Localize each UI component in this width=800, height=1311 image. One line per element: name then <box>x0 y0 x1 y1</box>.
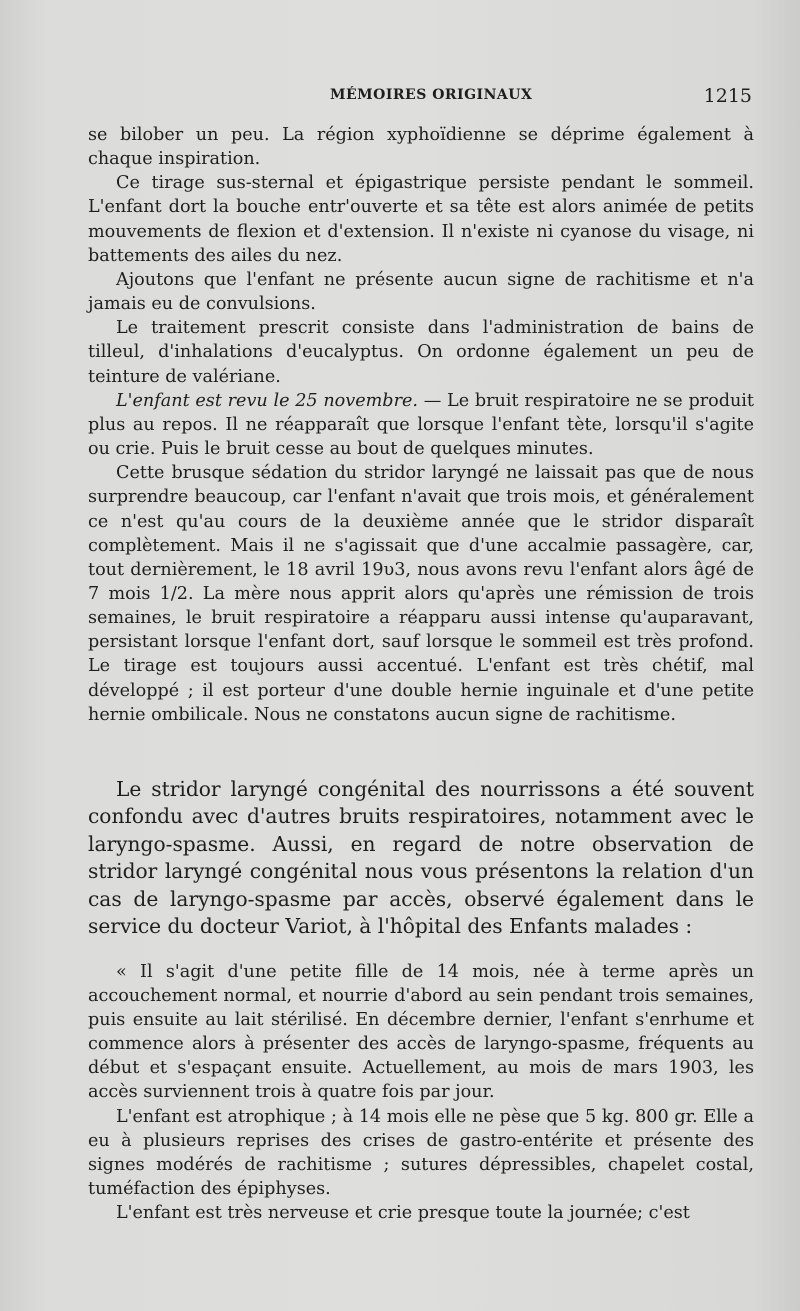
body-text <box>88 123 754 727</box>
page-header <box>90 87 752 111</box>
paragraph-continuation: se bilober un peu. La région xyphoïdienne se déprime également à chaque inspiration. <box>88 125 754 170</box>
paragraph-tirage: Ce tirage sus-sternal et épigastrique persiste pendant le sommeil. L'enfant dort la bouche entr'ouverte et sa tête est alors animée de petits mouvements de flexion et d'extension. Il n'existe ni cyanose du visage, ni battements des ailes du nez. <box>88 173 754 266</box>
paragraph-stridor-intro: Le stridor laryngé congénital des nourrissons a été souvent confondu avec d'autres bruits respiratoires, notamment avec le laryngo-spasme. Aussi, en regard de notre observation de stridor laryngé congénital nous vous présentons la relation d'un cas de laryngo-spasme par accès, observé également dans le service du docteur Variot, à l'hôpital des Enfants malades : <box>88 777 754 939</box>
page-number: 1215 <box>703 85 752 107</box>
quote-paragraph-atrophique: L'enfant est atrophique ; à 14 mois elle ne pèse que 5 kg. 800 gr. Elle a eu à plusieurs reprises des crises de gastro-entérite et présente des signes modérés de rachitisme ; sutures dépressibles, chapelet costal, tuméfaction des épiphyses. <box>88 1106 754 1199</box>
paragraph-revu-text: — Le bruit respiratoire ne se produit plus au repos. Il ne réapparaît que lorsque l'enfant tète, lorsqu'il s'agite ou crie. Puis le bruit cesse au bout de quelques minutes. <box>88 390 755 460</box>
paragraph-sedation: Cette brusque sédation du stridor laryngé ne laissait pas que de nous surprendre beaucoup, car l'enfant n'avait que trois mois, et généralement ce n'est qu'au cours de la deuxième année que le stridor disparaît complètement. Mais il ne s'agissait que d'une accalmie passagère, car, tout dernièrement, le 18 avril 19υ3, nous avons revu l'enfant alors âgé de 7 mois 1/2. La mère nous apprit alors qu'après une rémission de trois semaines, le bruit respiratoire a réapparu aussi intense qu'auparavant, persistant lorsque l'enfant dort, sauf lorsque le sommeil est très profond. Le tirage est toujours aussi accentué. L'enfant est très chétif, mal développé ; il est porteur d'une double hernie inguinale et d'une petite hernie ombilicale. Nous ne constatons aucun signe de rachitisme. <box>88 463 754 725</box>
quote-paragraph-nerveuse: L'enfant est très nerveuse et crie presque toute la journée; c'est <box>116 1202 690 1223</box>
italic-date-lead: L'enfant est revu le 25 novembre. <box>116 390 418 411</box>
case-quote <box>88 960 754 1225</box>
running-head: MÉMOIRES ORIGINAUX <box>330 87 533 103</box>
paragraph-revu <box>88 389 754 461</box>
paragraph-ajoutons: Ajoutons que l'enfant ne présente aucun signe de rachitisme et n'a jamais eu de convulsions. <box>88 269 754 315</box>
quote-paragraph-case: « Il s'agit d'une petite fille de 14 mois, née à terme après un accouchement normal, et nourrie d'abord au sein pendant trois semaines, puis ensuite au lait stérilisé. En décembre dernier, l'enfant s'enrhume et commence alors à présenter des accès de laryngo-spasme, fréquents au début et s'espaçant ensuite. Actuellement, au mois de mars 1903, les accès surviennent trois à quatre fois par jour. <box>88 962 754 1103</box>
paragraph-traitement: Le traitement prescrit consiste dans l'administration de bains de tilleul, d'inhalations d'eucalyptus. On ordonne également un peu de teinture de valériane. <box>88 318 754 387</box>
